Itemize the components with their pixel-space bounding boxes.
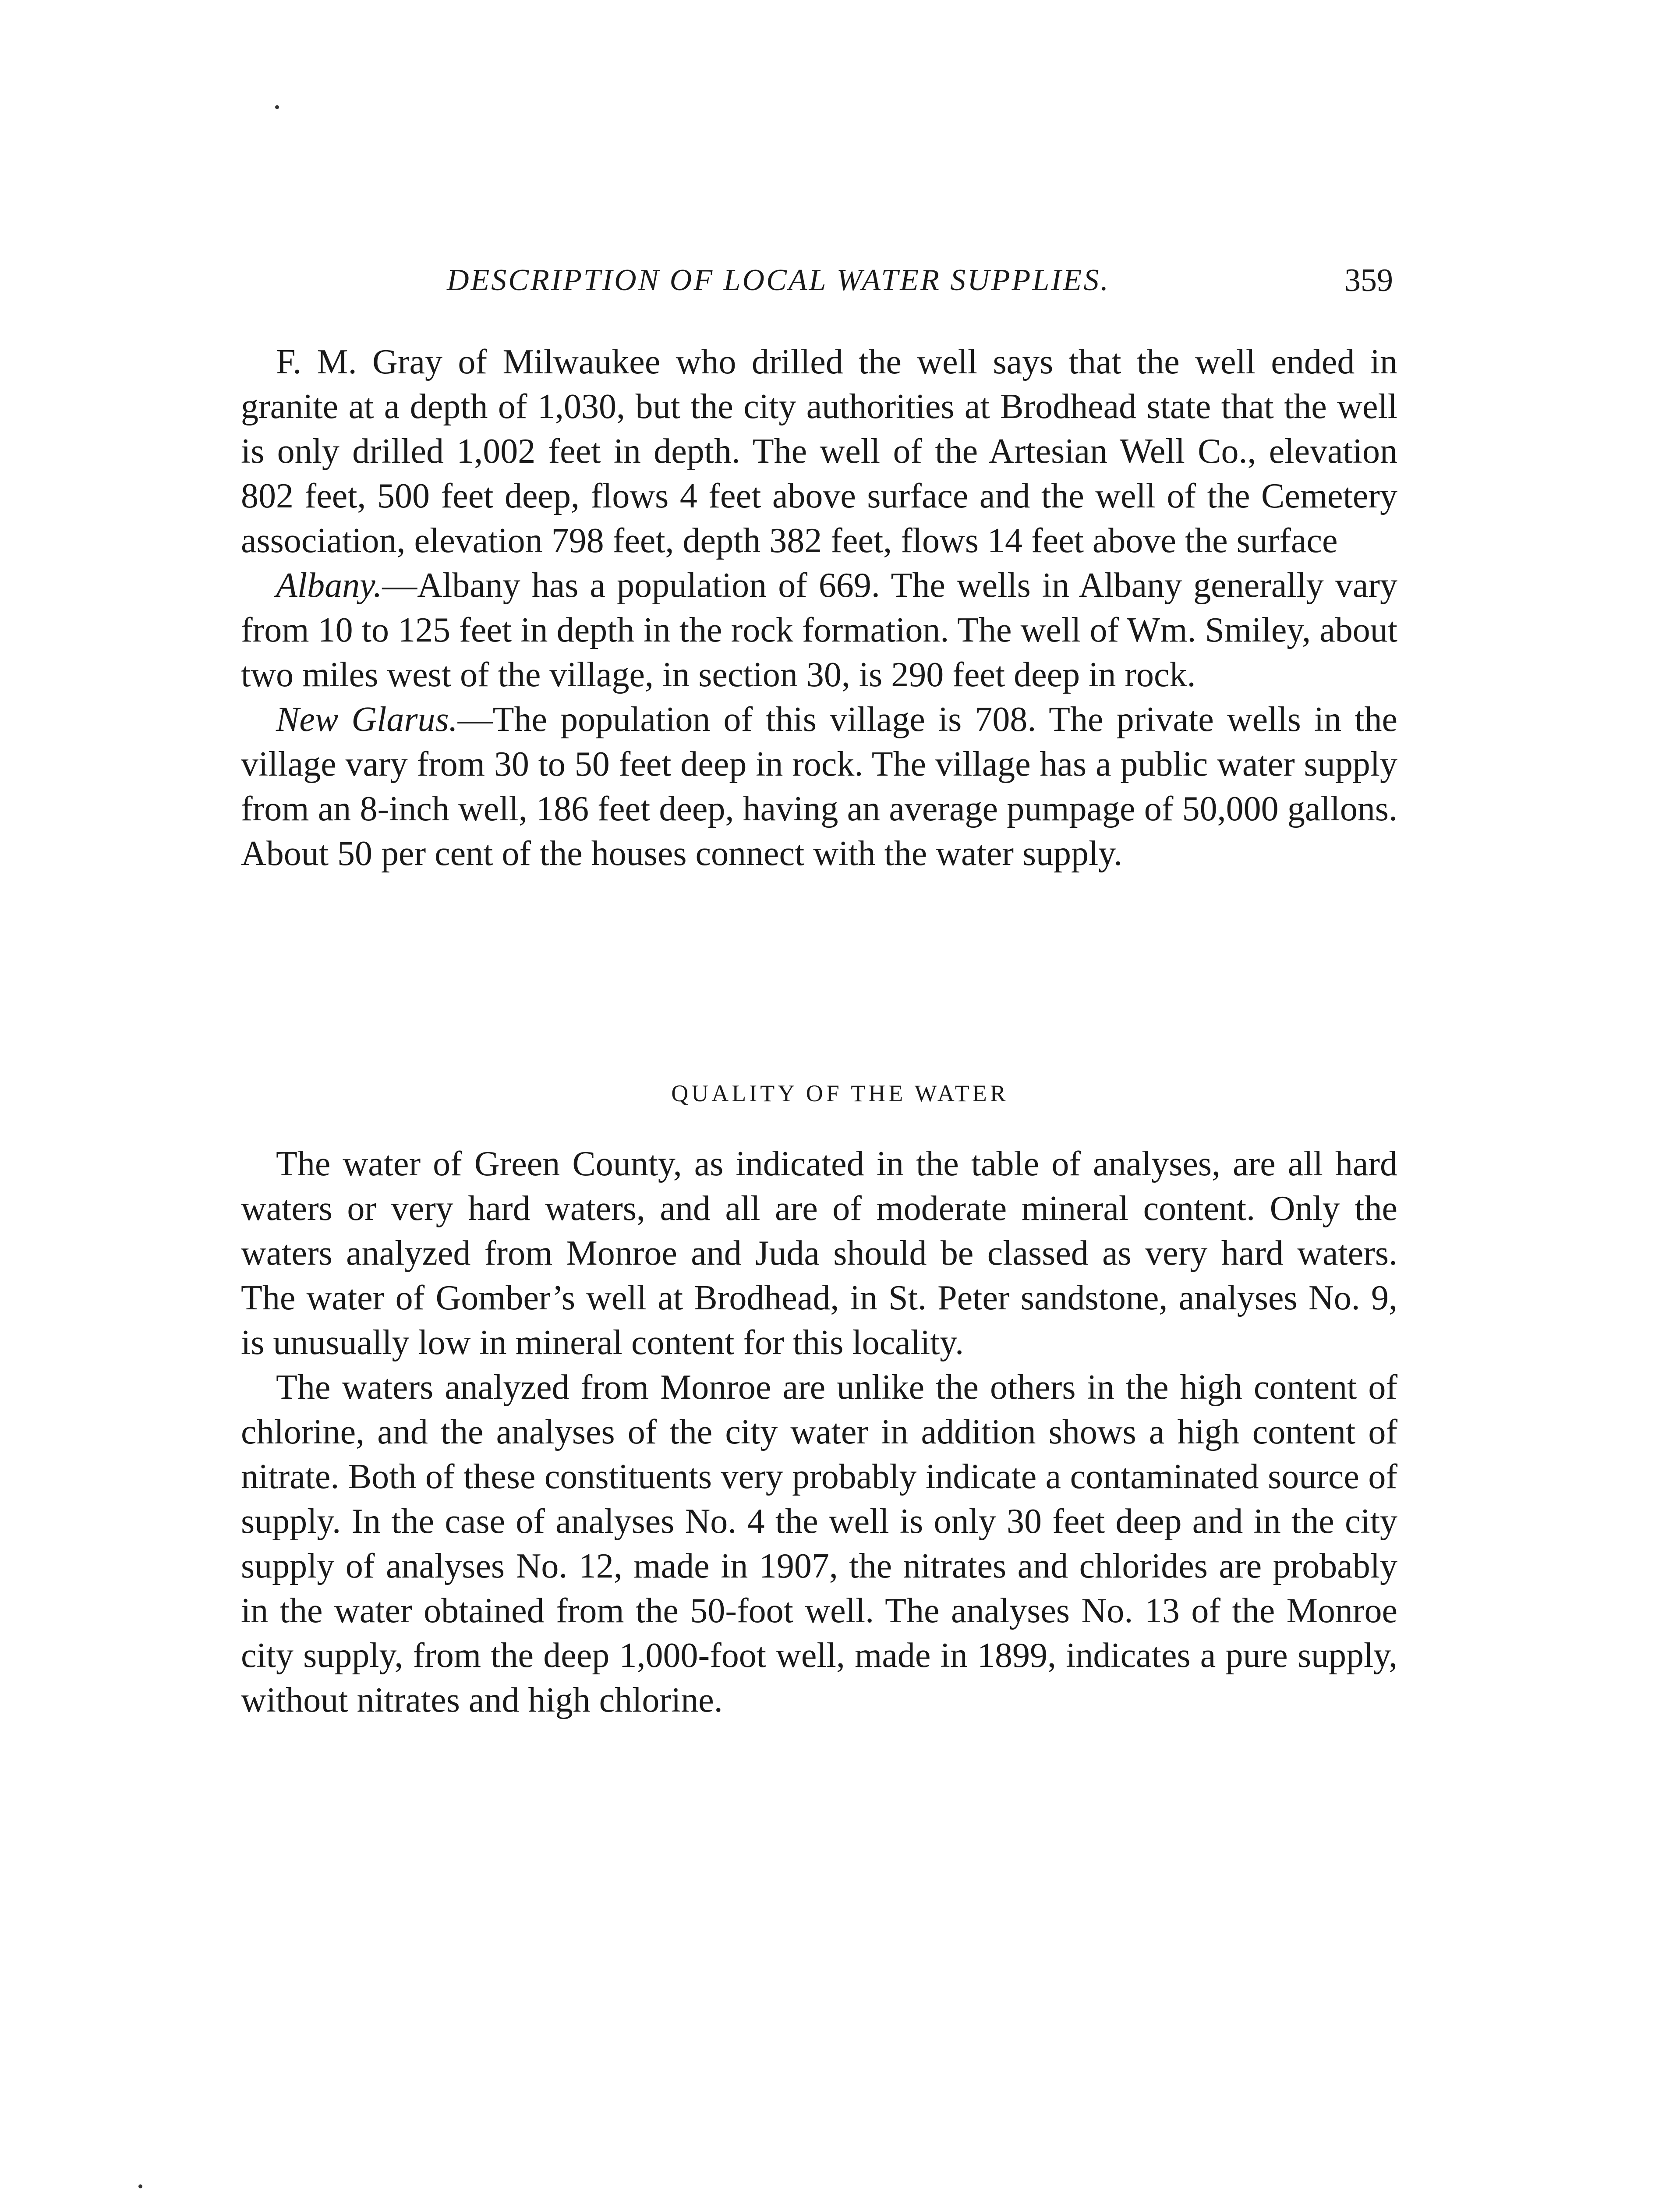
- paragraph-text: —The population of this village is 708. The private wells in the village vary from 30 to 50 feet deep in rock. The village has a public water supply from an 8-inch well, 186 feet deep, having an average pumpage of 50,000 gallons. About 50 per cent of the houses connect with the water supply.: [241, 700, 1397, 873]
- paragraph-text: F. M. Gray of Milwaukee who drilled the well says that the well ended in granite at a depth of 1,030, but the city authorities at Brodhead state that the well is only drilled 1,002 feet in depth. The well of the Artesian Well Co., elevation 802 feet, 500 feet deep, flows 4 feet above surface and the well of the Cemetery association, elevation 798 feet, depth 382 feet, flows 14 feet above the surface: [241, 343, 1397, 560]
- body-text-top: [241, 340, 1397, 876]
- paragraph-brodhead-well: [241, 340, 1397, 563]
- page-number: 359: [1344, 262, 1393, 298]
- section-heading: QUALITY OF THE WATER: [671, 1080, 1009, 1106]
- place-name-albany: Albany.: [276, 566, 382, 605]
- body-text-bottom: [241, 1142, 1397, 1723]
- running-title: DESCRIPTION OF LOCAL WATER SUPPLIES.: [447, 263, 1110, 297]
- paragraph-text: —Albany has a population of 669. The wells in Albany generally vary from 10 to 125 feet in depth in the rock formation. The well of Wm. Smiley, about two miles west of the village, in section 30, is 290 feet deep in rock.: [241, 566, 1397, 694]
- paragraph-monroe-analyses: [241, 1365, 1397, 1723]
- paragraph-water-hardness: [241, 1142, 1397, 1365]
- paragraph-new-glarus: [241, 697, 1397, 876]
- place-name-new-glarus: New Glarus.: [276, 700, 458, 739]
- scan-speck: [138, 2184, 142, 2188]
- paragraph-text: The water of Green County, as indicated in the table of analyses, are all hard waters or very hard waters, and all are of moderate mineral content. Only the waters analyzed from Monroe and Juda should be classed as very hard waters. The water of Gomber’s well at Brodhead, in St. Peter sandstone, analyses No. 9, is unusually low in mineral content for this locality.: [241, 1145, 1397, 1362]
- paragraph-text: The waters analyzed from Monroe are unlike the others in the high content of chlorine, and the analyses of the city water in addition shows a high content of nitrate. Both of these constituents very probably indicate a contaminated source of supply. In the case of analyses No. 4 the well is only 30 feet deep and in the city supply of analyses No. 12, made in 1907, the nitrates and chlorides are probably in the water obtained from the 50-foot well. The analyses No. 13 of the Monroe city supply, from the deep 1,000-foot well, made in 1899, indicates a pure supply, without nitrates and high chlorine.: [241, 1368, 1397, 1719]
- paragraph-albany: [241, 563, 1397, 697]
- scan-speck: [275, 105, 279, 109]
- running-head: [272, 256, 1393, 305]
